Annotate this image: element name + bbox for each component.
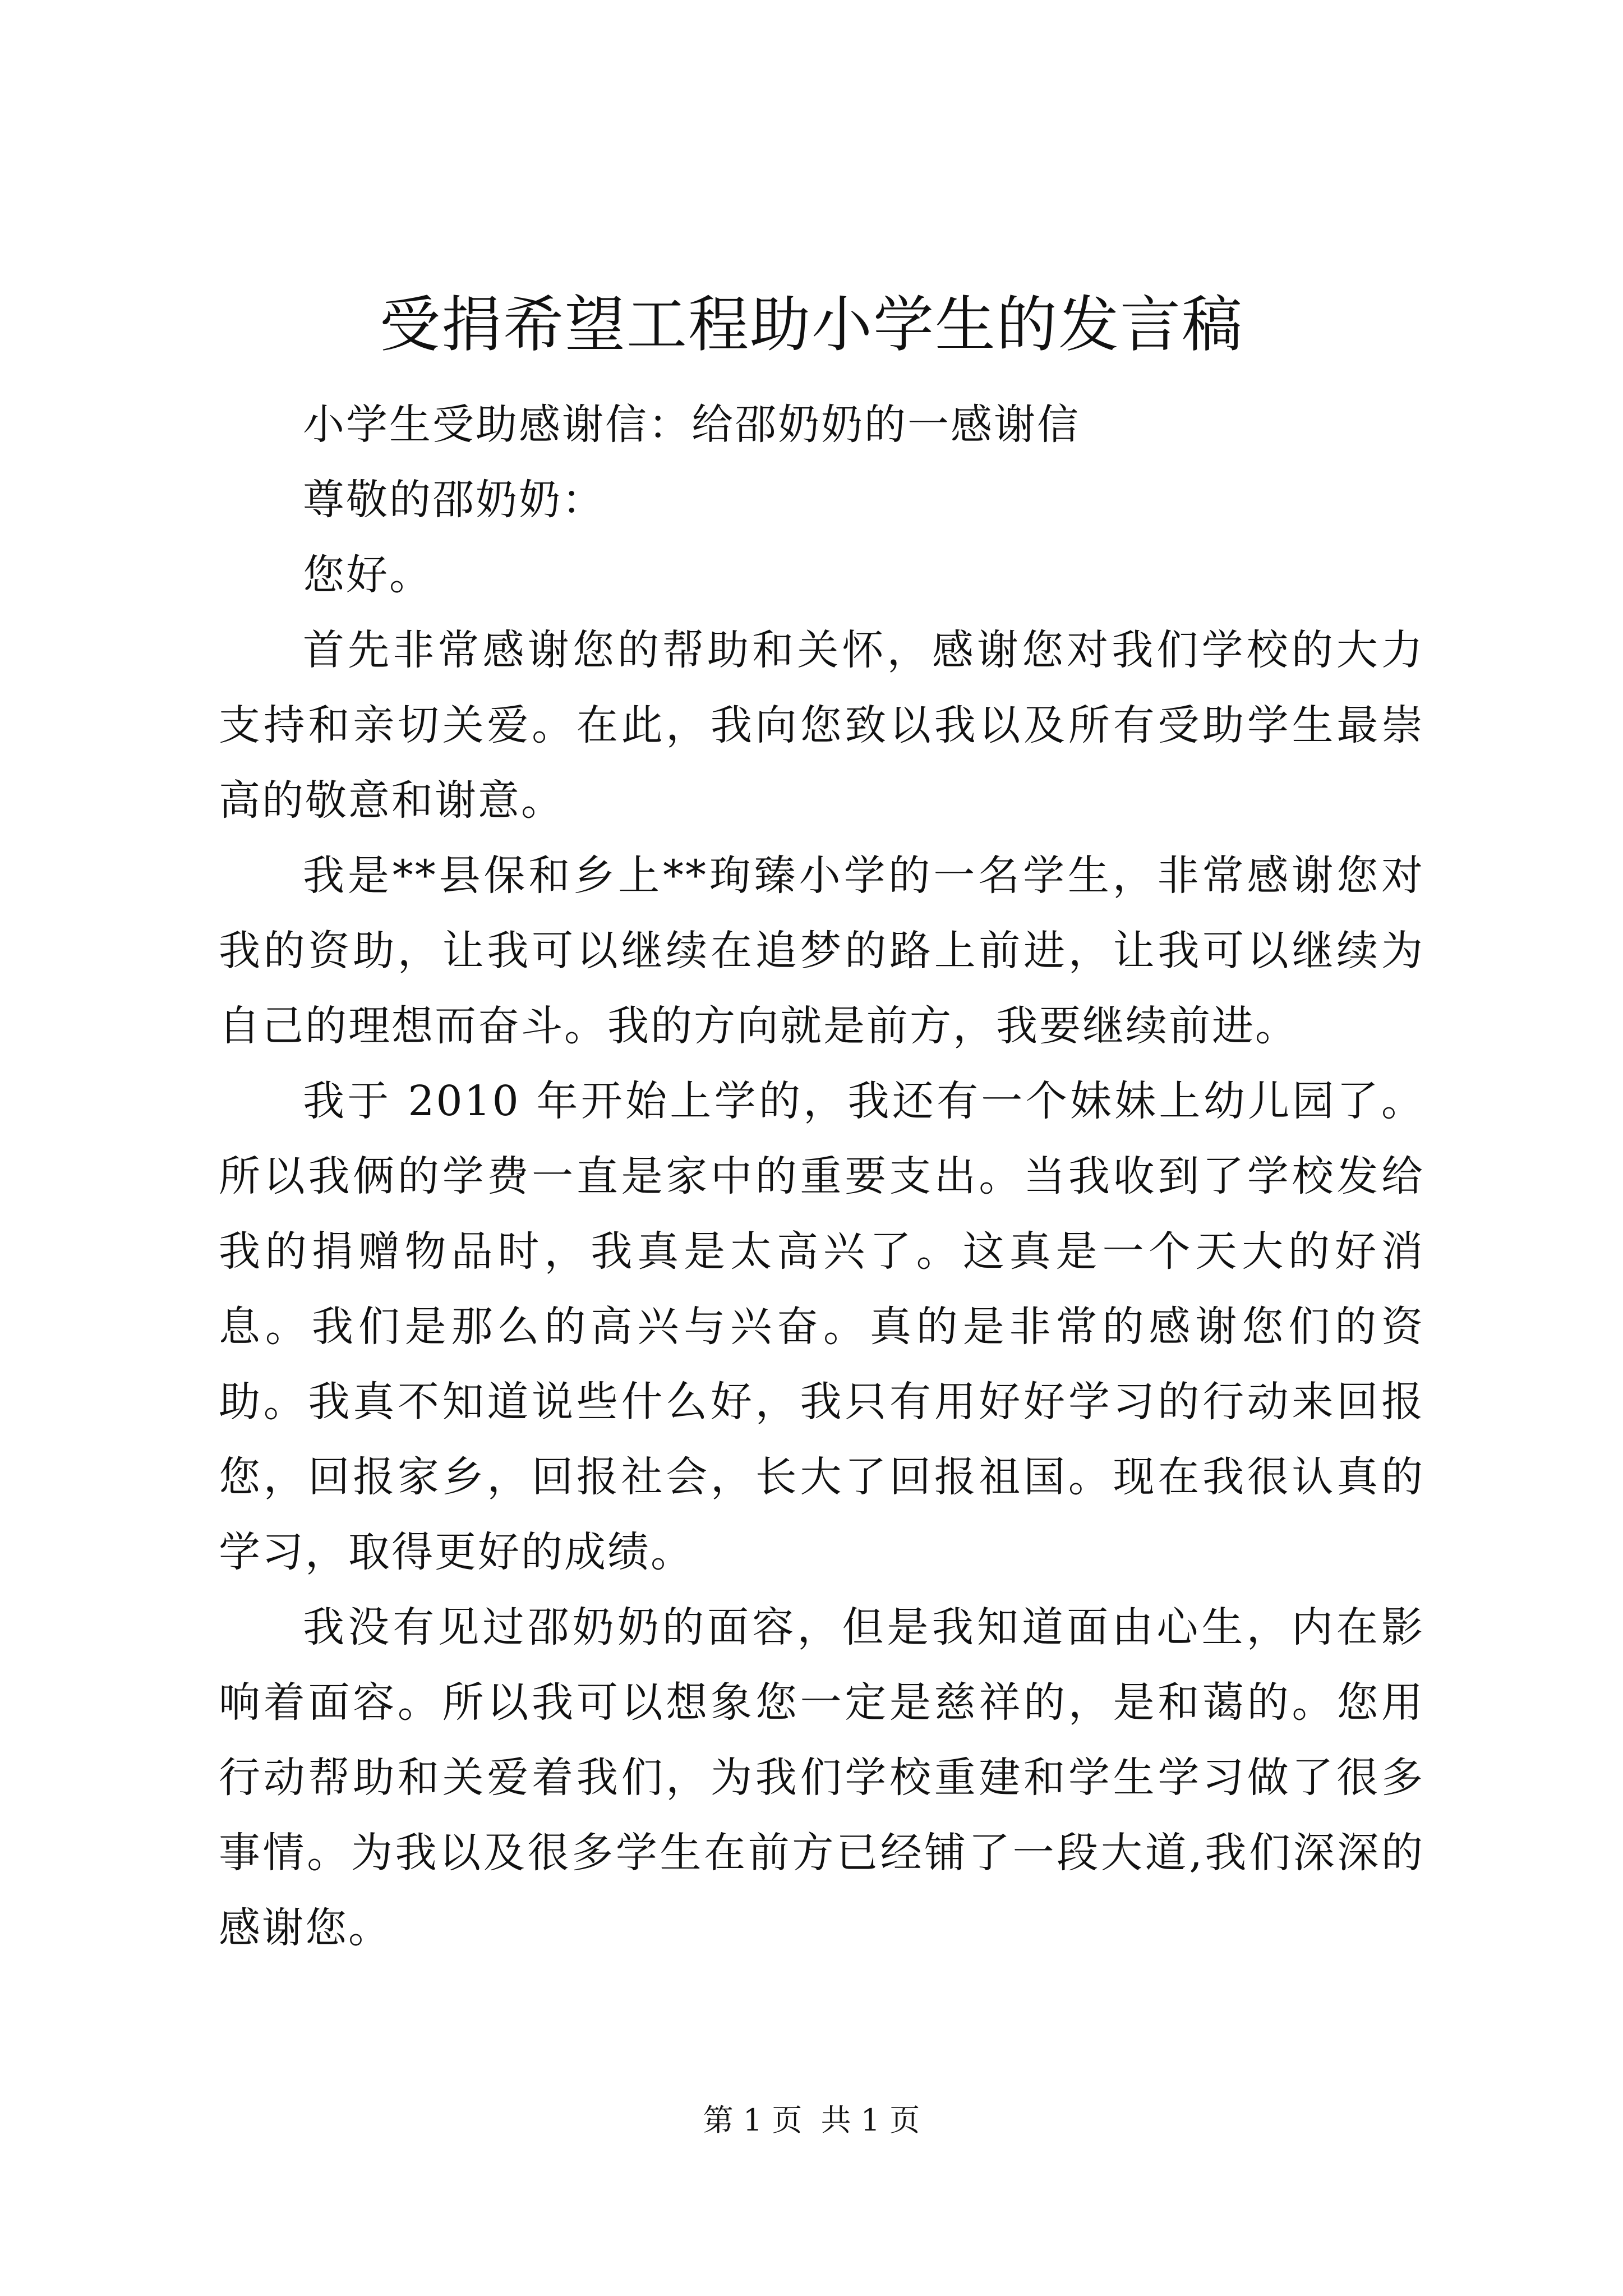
greeting: 您好。 bbox=[303, 551, 432, 599]
salutation: 尊敬的邵奶奶： bbox=[303, 476, 605, 524]
letter-heading: 小学生受助感谢信：给邵奶奶的一感谢信 bbox=[303, 401, 1080, 449]
body-paragraph: 我于 2010 年开始上学的，我还有一个妹妹上幼儿园了。所以我俩的学费一直是家中的重要支出。当我收到了学校发给我的捐赠物品时，我真是太高兴了。这真是一个天大的好消息。我们是那么的高兴与兴奋。真的是非常的感谢您们的资助。我真不知道说些什么好，我只有用好好学习的行动来回报您，回报家乡，回报社会，长大了回报祖国。现在我很认真的学习，取得更好的成绩。 bbox=[219, 1077, 1424, 1576]
page-footer bbox=[0, 2101, 1623, 2140]
page-total: 共 1 页 bbox=[820, 2102, 920, 2138]
body-paragraph: 首先非常感谢您的帮助和关怀，感谢您对我们学校的大力支持和亲切关爱。在此，我向您致以我以及所有受助学生最崇高的敬意和谢意。 bbox=[219, 626, 1424, 825]
document-body bbox=[219, 387, 1424, 1966]
page-number: 第 1 页 bbox=[703, 2102, 803, 2138]
body-paragraph: 我没有见过邵奶奶的面容，但是我知道面由心生，内在影响着面容。所以我可以想象您一定是慈祥的，是和蔼的。您用行动帮助和关爱着我们，为我们学校重建和学生学习做了很多事情。为我以及很多学生在前方已经铺了一段大道,我们深深的感谢您。 bbox=[219, 1603, 1424, 1952]
body-paragraph: 我是**县保和乡上**珣臻小学的一名学生，非常感谢您对我的资助，让我可以继续在追梦的路上前进，让我可以继续为自己的理想而奋斗。我的方向就是前方，我要继续前进。 bbox=[219, 852, 1424, 1050]
document-title: 受捐希望工程助小学生的发言稿 bbox=[379, 290, 1243, 360]
